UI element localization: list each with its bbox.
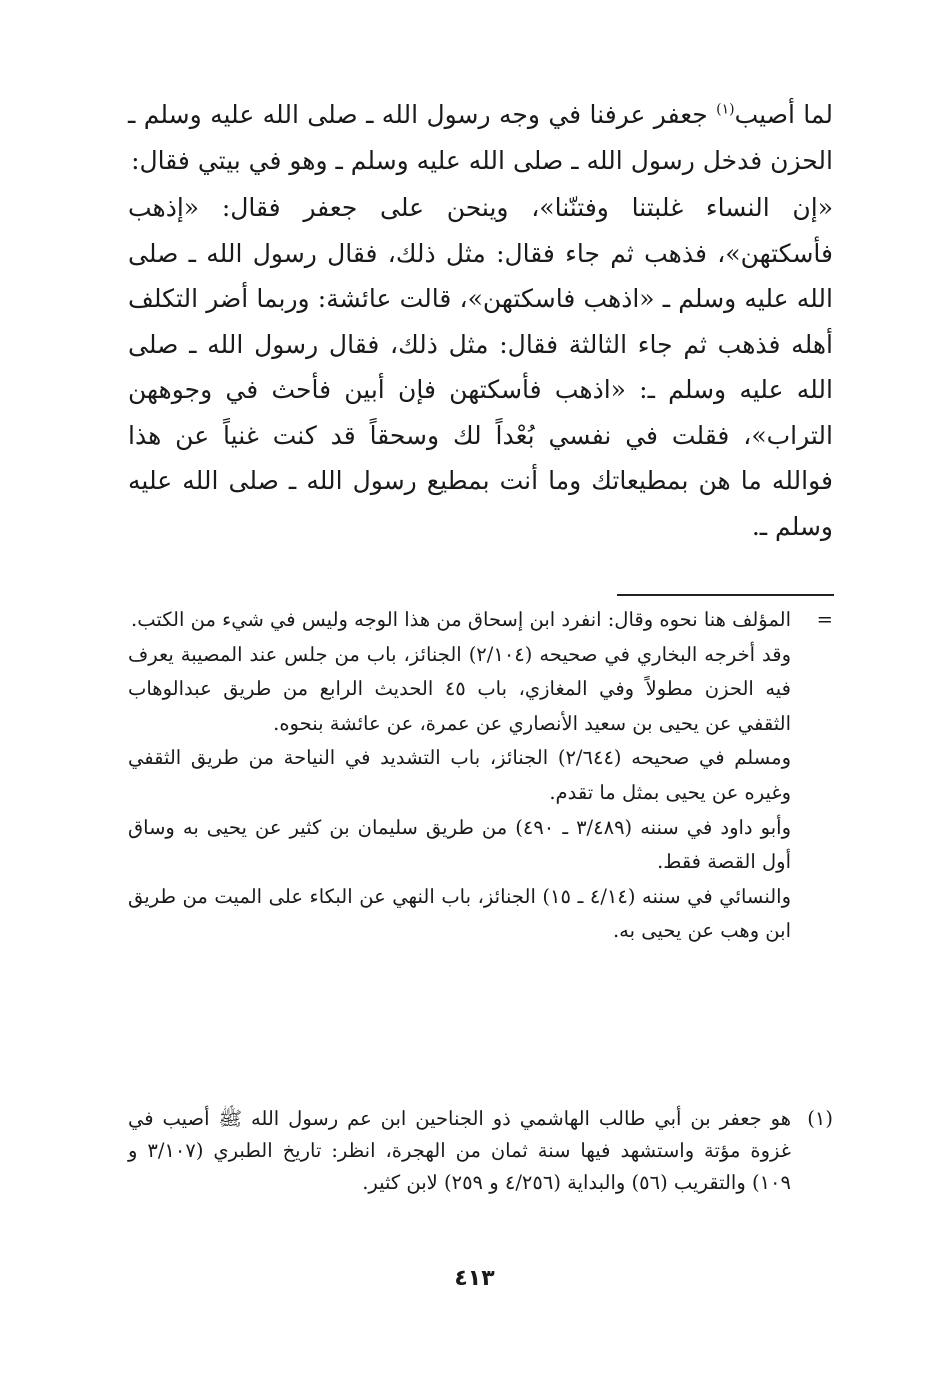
footnote-paragraph: وقد أخرجه البخاري في صحيحه (٢/١٠٤) الجنائز، باب من جلس عند المصيبة يعرف فيه الحزن مطولاً وفي المغازي، باب ٤٥ الحديث الرابع من طريق عبدالوهاب الثقفي عن يحيى بن سعيد الأنصاري عن عمرة، عن عائشة بنحوه. (128, 642, 792, 735)
footnote-separator (617, 594, 834, 596)
footnote-reference-1: (١) (716, 101, 735, 118)
footnote-1 (128, 1103, 833, 1199)
footnote-1-row (128, 1103, 833, 1199)
footnote-1-marker: (١) (807, 1107, 833, 1130)
page-number: ٤١٣ (454, 1266, 495, 1291)
footnote-paragraph: المؤلف هنا نحوه وقال: انفرد ابن إسحاق من هذا الوجه وليس في شيء من الكتب. (131, 608, 791, 631)
main-paragraph-1-start: لما أصيب (734, 100, 833, 129)
main-text (128, 92, 833, 549)
continuation-marker: = (816, 608, 833, 631)
footnote-paragraph: وأبو داود في سننه (٣/٤٨٩ ـ ٤٩٠) من طريق سليمان بن كثير عن يحيى به وساق أول القصة فقط. (128, 815, 791, 874)
main-paragraph-2: «إن النساء غلبتنا وفتنّنا»، وينحن على جعفر فقال: «إذهب فأسكتهن»، فذهب ثم جاء فقال: مثل ذلك، فقال رسول الله ـ صلى الله عليه وسلم ـ «اذهب فاسكتهن»، قالت عائشة: وربما أضر التكلف أهله فذهب ثم جاء الثالثة فقال: مثل ذلك، فقال رسول الله ـ صلى الله عليه وسلم ـ: «اذهب فأسكتهن فإن أبين فأحث في وجوههن التراب»، فقلت في نفسي بُعْداً لك وسحقاً قد كنت غنياً عن هذا فوالله ما هن بمطيعاتك وما أنت بمطيع رسول الله ـ صلى الله عليه وسلم ـ. (128, 193, 833, 541)
main-paragraph-1 (128, 92, 833, 183)
footnotes-continuation (128, 603, 833, 949)
main-paragraph-1-rest: جعفر عرفنا في وجه رسول الله ـ صلى الله عليه وسلم ـ الحزن فدخل رسول الله ـ صلى الله عليه وسلم ـ وهو في بيتي فقال: (128, 100, 833, 175)
footnote-1-text: هو جعفر بن أبي طالب الهاشمي ذو الجناحين ابن عم رسول الله ﷺ أصيب في غزوة مؤتة واستشهد فيها سنة ثمان من الهجرة، انظر: تاريخ الطبري (٣/١٠٧ و ١٠٩) والتقريب (٥٦) والبداية (٤/٢٥٦ و ٢٥٩) لابن كثير. (128, 1107, 791, 1194)
footnote-paragraph: ومسلم في صحيحه (٢/٦٤٤) الجنائز، باب التشديد في النياحة من طريق الثقفي وغيره عن يحيى بمثل ما تقدم. (128, 746, 791, 804)
footnote-continued (128, 603, 833, 949)
footnote-paragraph: والنسائي في سننه (٤/١٤ ـ ١٥) الجنائز، باب النهي عن البكاء على الميت من طريق ابن وهب عن يحيى به. (128, 884, 791, 943)
